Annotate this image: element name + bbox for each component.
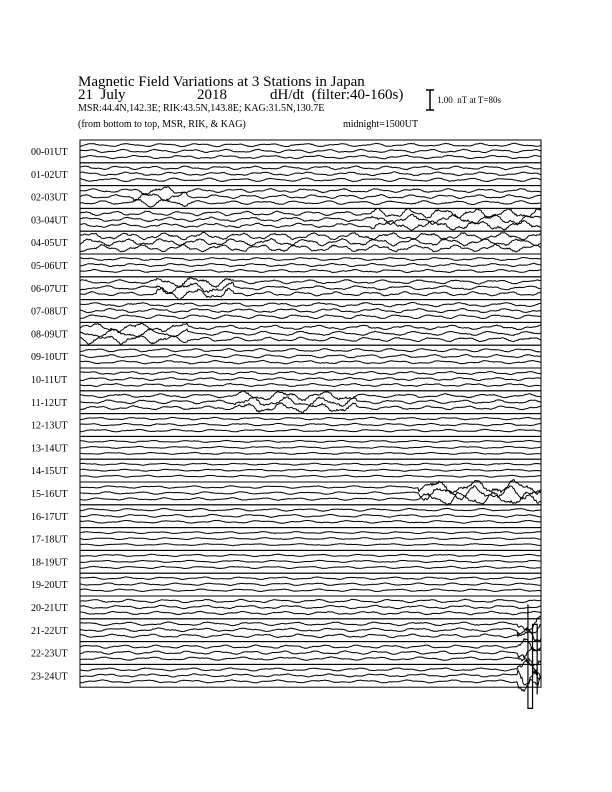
- panel-label: 03-04UT: [31, 215, 68, 227]
- order-note: (from bottom to top, MSR, RIK, & KAG): [78, 119, 246, 130]
- trace-MSR: [80, 520, 541, 523]
- panel-label: 01-02UT: [31, 169, 68, 181]
- panel-11-12UT: [31, 391, 541, 414]
- panel-label: 14-15UT: [31, 466, 68, 478]
- panel-label: 17-18UT: [31, 534, 68, 546]
- year-label: 2018: [197, 87, 227, 103]
- trace-RIK: [80, 397, 541, 407]
- trace-MSR: [80, 178, 541, 182]
- trace-MSR: [80, 589, 541, 592]
- trace-MSR: [80, 244, 541, 252]
- panel-label: 11-12UT: [31, 397, 68, 409]
- trace-MSR: [80, 336, 541, 344]
- panel-09-10UT: [31, 345, 541, 368]
- trace-MSR: [80, 475, 541, 477]
- trace-MSR: [80, 429, 541, 432]
- trace-RIK: [80, 560, 541, 562]
- trace-RIK: [80, 239, 541, 247]
- trace-KAG: [80, 391, 541, 401]
- trace-MSR: [80, 492, 541, 505]
- scale-bar-label: 1.00 nT at T=80s: [437, 95, 501, 105]
- trace-RIK: [80, 263, 541, 266]
- trace-MSR: [80, 288, 541, 300]
- trace-RIK: [80, 354, 541, 358]
- trace-RIK: [80, 514, 541, 517]
- trace-excursion: [528, 604, 537, 708]
- trace-KAG: [80, 463, 541, 465]
- midnight-note: midnight=1500UT: [343, 119, 419, 130]
- trace-MSR: [80, 566, 541, 568]
- stations-label: MSR:44.4N,142.3E; RIK:43.5N,143.8E; KAG:31.5N,130.7E: [78, 103, 325, 114]
- trace-MSR: [80, 384, 541, 387]
- trace-RIK: [80, 214, 541, 224]
- trace-MSR: [80, 269, 541, 272]
- trace-MSR: [80, 220, 541, 230]
- panel-label: 12-13UT: [31, 420, 68, 432]
- trace-KAG: [80, 508, 541, 511]
- panel-06-07UT: [31, 277, 541, 300]
- trace-KAG: [80, 417, 541, 420]
- panel-label: 07-08UT: [31, 306, 68, 318]
- trace-KAG: [80, 532, 541, 534]
- panel-label: 20-21UT: [31, 603, 68, 614]
- trace-KAG: [80, 577, 541, 580]
- trace-KAG: [80, 371, 541, 374]
- panel-frame: [80, 414, 541, 437]
- trace-MSR: [80, 671, 541, 692]
- panel-03-04UT: [31, 208, 541, 231]
- panel-frame: [80, 368, 541, 391]
- trace-RIK: [80, 605, 541, 609]
- panel-04-05UT: [31, 231, 541, 254]
- panel-label: 06-07UT: [31, 283, 68, 295]
- trace-MSR: [80, 544, 541, 546]
- trace-KAG: [80, 143, 541, 147]
- trace-RIK: [80, 308, 541, 312]
- trace-MSR: [80, 155, 541, 159]
- trace-RIK: [80, 329, 541, 337]
- trace-KAG: [80, 554, 541, 556]
- trace-MSR: [80, 452, 541, 454]
- date-label: 21 July: [78, 87, 126, 103]
- panel-22-23UT: [31, 639, 541, 666]
- panel-frame: [80, 254, 541, 277]
- trace-RIK: [80, 670, 541, 685]
- trace-RIK: [80, 538, 541, 540]
- panel-05-06UT: [31, 254, 541, 277]
- panel-label: 13-14UT: [31, 443, 68, 455]
- panel-label: 10-11UT: [31, 375, 68, 386]
- panel-21-22UT: [31, 616, 541, 641]
- panel-10-11UT: [31, 368, 541, 391]
- panel-20-21UT: [31, 596, 541, 619]
- trace-RIK: [80, 149, 541, 153]
- panel-label: 23-24UT: [31, 671, 68, 683]
- trace-KAG: [80, 187, 541, 195]
- panel-07-08UT: [31, 300, 541, 323]
- panel-label: 09-10UT: [31, 352, 68, 364]
- panel-17-18UT: [31, 528, 541, 551]
- panel-label: 05-06UT: [31, 261, 68, 272]
- chart-title: Magnetic Field Variations at 3 Stations in Japan: [78, 74, 365, 90]
- panel-02-03UT: [31, 186, 541, 209]
- scale-bar: [426, 90, 434, 110]
- panel-label: 04-05UT: [31, 238, 68, 250]
- panel-label: 19-20UT: [31, 580, 68, 592]
- trace-KAG: [80, 208, 541, 218]
- panel-18-19UT: [31, 550, 541, 573]
- trace-KAG: [80, 599, 541, 603]
- trace-KAG: [80, 639, 541, 651]
- panel-label: 08-09UT: [31, 329, 68, 341]
- trace-MSR: [80, 315, 541, 319]
- trace-KAG: [80, 277, 541, 287]
- trace-KAG: [80, 440, 541, 442]
- panel-label: 18-19UT: [31, 557, 68, 569]
- panel-16-17UT: [31, 505, 541, 528]
- panel-label: 16-17UT: [31, 511, 68, 523]
- trace-RIK: [80, 486, 541, 501]
- panel-label: 22-23UT: [31, 648, 68, 660]
- trace-MSR: [80, 611, 541, 615]
- trace-KAG: [80, 302, 541, 307]
- trace-RIK: [80, 446, 541, 448]
- panel-19-20UT: [31, 573, 541, 596]
- trace-RIK: [80, 583, 541, 586]
- trace-KAG: [80, 258, 541, 261]
- trace-RIK: [80, 172, 541, 176]
- panel-13-14UT: [31, 436, 541, 459]
- panel-12-13UT: [31, 414, 541, 437]
- panel-01-02UT: [31, 163, 541, 186]
- panel-00-01UT: [31, 140, 541, 163]
- panel-label: 02-03UT: [31, 192, 68, 204]
- panel-label: 15-16UT: [31, 489, 68, 500]
- trace-KAG: [80, 166, 541, 170]
- panel-label: 21-22UT: [31, 625, 68, 637]
- panel-08-09UT: [31, 322, 541, 345]
- trace-KAG: [80, 232, 541, 240]
- panel-label: 00-01UT: [31, 147, 68, 158]
- trace-RIK: [80, 423, 541, 426]
- trace-RIK: [80, 377, 541, 380]
- panel-23-24UT: [31, 659, 541, 692]
- trace-RIK: [80, 647, 541, 661]
- panels: [31, 140, 541, 708]
- panel-15-16UT: [31, 480, 541, 506]
- trace-RIK: [80, 469, 541, 471]
- panel-14-15UT: [31, 459, 541, 482]
- parameter-label: dH/dt (filter:40-160s): [270, 87, 404, 103]
- trace-MSR: [80, 360, 541, 364]
- trace-MSR: [80, 199, 541, 207]
- trace-KAG: [80, 349, 541, 353]
